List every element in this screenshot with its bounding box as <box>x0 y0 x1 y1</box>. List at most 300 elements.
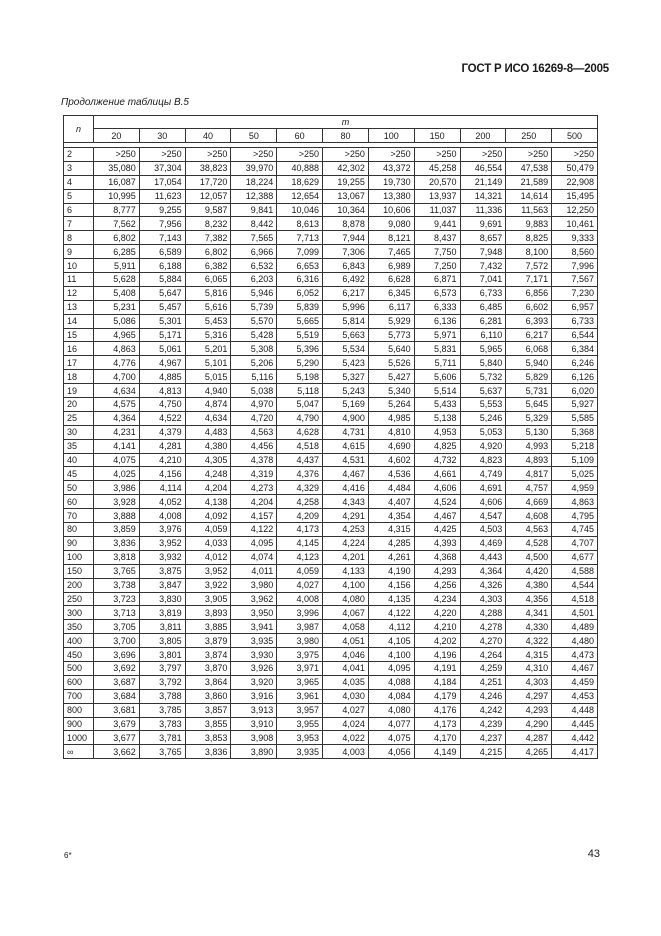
value-cell: 6,544 <box>552 328 598 342</box>
row-n-cell: 700 <box>64 689 94 703</box>
row-n-cell: 40 <box>64 453 94 467</box>
row-n-cell: 150 <box>64 564 94 578</box>
value-cell: 6,802 <box>185 245 231 259</box>
value-cell: 4,993 <box>506 439 552 453</box>
value-cell: 4,084 <box>368 689 414 703</box>
table-row <box>64 189 598 203</box>
value-cell: 8,232 <box>185 217 231 231</box>
value-cell: 7,713 <box>277 231 323 245</box>
value-cell: 4,920 <box>460 439 506 453</box>
value-cell: 18,224 <box>231 175 277 189</box>
value-cell: 7,562 <box>94 217 140 231</box>
row-n-cell: 6 <box>64 203 94 217</box>
value-cell: 7,306 <box>323 245 369 259</box>
value-cell: 7,250 <box>414 259 460 273</box>
value-cell: 21,149 <box>460 175 506 189</box>
value-cell: 6,126 <box>552 370 598 384</box>
value-cell: 6,957 <box>552 300 598 314</box>
value-cell: 4,959 <box>552 481 598 495</box>
row-n-cell: 100 <box>64 550 94 564</box>
value-cell: 3,805 <box>139 634 185 648</box>
m-value-header: 20 <box>94 129 140 143</box>
value-cell: 4,749 <box>460 467 506 481</box>
value-cell: 5,814 <box>323 314 369 328</box>
value-cell: 4,970 <box>231 398 277 412</box>
value-cell: 3,935 <box>231 634 277 648</box>
value-cell: 6,065 <box>185 273 231 287</box>
m-value-header: 60 <box>277 129 323 143</box>
value-cell: 4,145 <box>277 536 323 550</box>
value-cell: 4,112 <box>368 620 414 634</box>
footer-mark: 6* <box>64 851 72 860</box>
m-value-header: 100 <box>368 129 414 143</box>
value-cell: 4,080 <box>368 703 414 717</box>
row-n-cell: 90 <box>64 536 94 550</box>
table-row <box>64 161 598 175</box>
value-cell: 4,501 <box>552 606 598 620</box>
value-cell: 19,255 <box>323 175 369 189</box>
value-cell: 5,534 <box>323 342 369 356</box>
row-n-cell: 15 <box>64 328 94 342</box>
value-cell: 4,354 <box>368 509 414 523</box>
row-n-cell: 600 <box>64 675 94 689</box>
value-cell: 4,437 <box>277 453 323 467</box>
value-cell: 4,046 <box>323 648 369 662</box>
value-cell: 3,965 <box>277 675 323 689</box>
value-cell: 5,218 <box>552 439 598 453</box>
value-cell: 4,059 <box>277 564 323 578</box>
value-cell: 5,645 <box>506 398 552 412</box>
value-cell: 4,285 <box>368 536 414 550</box>
value-cell: 6,382 <box>185 259 231 273</box>
value-cell: 4,273 <box>231 481 277 495</box>
value-cell: 10,364 <box>323 203 369 217</box>
value-cell: 4,453 <box>552 689 598 703</box>
value-cell: 5,640 <box>368 342 414 356</box>
value-cell: 9,691 <box>460 217 506 231</box>
value-cell: 4,669 <box>506 495 552 509</box>
value-cell: 4,201 <box>323 550 369 564</box>
value-cell: 5,231 <box>94 300 140 314</box>
value-cell: 4,380 <box>185 439 231 453</box>
m-value-header: 150 <box>414 129 460 143</box>
value-cell: 4,135 <box>368 592 414 606</box>
value-cell: 3,662 <box>94 745 140 759</box>
value-cell: 7,565 <box>231 231 277 245</box>
value-cell: 5,739 <box>231 300 277 314</box>
value-cell: 3,677 <box>94 731 140 745</box>
value-cell: 3,893 <box>185 606 231 620</box>
value-cell: 4,012 <box>185 550 231 564</box>
value-cell: 5,526 <box>368 356 414 370</box>
value-cell: 4,239 <box>460 717 506 731</box>
value-cell: 5,316 <box>185 328 231 342</box>
value-cell: 4,291 <box>323 509 369 523</box>
value-cell: 4,634 <box>185 411 231 425</box>
value-cell: 13,067 <box>323 189 369 203</box>
value-cell: 3,836 <box>94 536 140 550</box>
value-cell: 5,396 <box>277 342 323 356</box>
value-cell: 16,087 <box>94 175 140 189</box>
value-cell: 5,290 <box>277 356 323 370</box>
value-cell: 4,531 <box>323 453 369 467</box>
value-cell: 3,952 <box>139 536 185 550</box>
value-cell: >250 <box>460 148 506 162</box>
value-cell: 3,920 <box>231 675 277 689</box>
value-cell: 4,149 <box>414 745 460 759</box>
value-cell: 4,341 <box>506 606 552 620</box>
value-cell: 4,544 <box>552 578 598 592</box>
row-n-cell: 4 <box>64 175 94 189</box>
value-cell: 3,679 <box>94 717 140 731</box>
m-value-header: 200 <box>460 129 506 143</box>
value-cell: 4,940 <box>185 384 231 398</box>
value-cell: 5,201 <box>185 342 231 356</box>
table-row <box>64 328 598 342</box>
value-cell: 5,553 <box>460 398 506 412</box>
table-row <box>64 425 598 439</box>
value-cell: 4,122 <box>368 606 414 620</box>
row-n-cell: 17 <box>64 356 94 370</box>
value-cell: 4,030 <box>323 689 369 703</box>
value-cell: 4,900 <box>323 411 369 425</box>
value-cell: 4,563 <box>506 523 552 537</box>
value-cell: 3,857 <box>185 703 231 717</box>
value-cell: 4,290 <box>506 717 552 731</box>
value-cell: 4,315 <box>506 648 552 662</box>
value-cell: 5,368 <box>552 425 598 439</box>
table-row <box>64 259 598 273</box>
value-cell: 4,467 <box>552 661 598 675</box>
value-cell: 6,068 <box>506 342 552 356</box>
value-cell: 3,980 <box>277 634 323 648</box>
m-value-header: 250 <box>506 129 552 143</box>
value-cell: 4,027 <box>277 578 323 592</box>
value-cell: 4,011 <box>231 564 277 578</box>
value-cell: 4,825 <box>414 439 460 453</box>
value-cell: 5,109 <box>552 453 598 467</box>
value-cell: 4,380 <box>506 578 552 592</box>
value-cell: 17,054 <box>139 175 185 189</box>
value-cell: 3,935 <box>277 745 323 759</box>
value-cell: 4,615 <box>323 439 369 453</box>
value-cell: 4,634 <box>94 384 140 398</box>
value-cell: 3,905 <box>185 592 231 606</box>
value-cell: 4,220 <box>414 606 460 620</box>
value-cell: 4,025 <box>94 467 140 481</box>
value-cell: 9,441 <box>414 217 460 231</box>
table-row <box>64 175 598 189</box>
value-cell: 4,287 <box>506 731 552 745</box>
value-cell: 3,713 <box>94 606 140 620</box>
value-cell: 4,364 <box>94 411 140 425</box>
value-cell: 5,457 <box>139 300 185 314</box>
value-cell: 7,171 <box>506 273 552 287</box>
value-cell: 4,407 <box>368 495 414 509</box>
row-n-cell: 35 <box>64 439 94 453</box>
value-cell: 5,840 <box>460 356 506 370</box>
value-cell: 4,156 <box>368 578 414 592</box>
table-row <box>64 523 598 537</box>
value-cell: 6,316 <box>277 273 323 287</box>
value-cell: 5,061 <box>139 342 185 356</box>
value-cell: 5,433 <box>414 398 460 412</box>
value-cell: 4,251 <box>460 675 506 689</box>
value-cell: 4,293 <box>506 703 552 717</box>
value-cell: 4,204 <box>231 495 277 509</box>
value-cell: 4,690 <box>368 439 414 453</box>
value-cell: 4,088 <box>368 675 414 689</box>
row-n-cell: 7 <box>64 217 94 231</box>
value-cell: 5,732 <box>460 370 506 384</box>
value-cell: >250 <box>368 148 414 162</box>
value-cell: 4,420 <box>506 564 552 578</box>
value-cell: 6,110 <box>460 328 506 342</box>
value-cell: 5,663 <box>323 328 369 342</box>
value-cell: 17,720 <box>185 175 231 189</box>
value-cell: 4,503 <box>460 523 506 537</box>
value-cell: 4,105 <box>368 634 414 648</box>
value-cell: 4,817 <box>506 467 552 481</box>
value-cell: 4,745 <box>552 523 598 537</box>
value-cell: 4,330 <box>506 620 552 634</box>
value-cell: 7,944 <box>323 231 369 245</box>
value-cell: 9,080 <box>368 217 414 231</box>
value-cell: 5,946 <box>231 286 277 300</box>
table-row <box>64 536 598 550</box>
value-cell: 4,322 <box>506 634 552 648</box>
table-row <box>64 231 598 245</box>
value-cell: 4,067 <box>323 606 369 620</box>
value-cell: 4,445 <box>552 717 598 731</box>
value-cell: 4,813 <box>139 384 185 398</box>
value-cell: 6,802 <box>94 231 140 245</box>
value-cell: 4,075 <box>368 731 414 745</box>
value-cell: 22,908 <box>552 175 598 189</box>
value-cell: 4,075 <box>94 453 140 467</box>
value-cell: 3,864 <box>185 675 231 689</box>
m-value-header: 80 <box>323 129 369 143</box>
table-row <box>64 342 598 356</box>
value-cell: 5,053 <box>460 425 506 439</box>
value-cell: 5,929 <box>368 314 414 328</box>
value-cell: 10,606 <box>368 203 414 217</box>
value-cell: 5,025 <box>552 467 598 481</box>
value-cell: 7,750 <box>414 245 460 259</box>
value-cell: 6,602 <box>506 300 552 314</box>
value-cell: 3,952 <box>185 564 231 578</box>
value-cell: 4,123 <box>277 550 323 564</box>
value-cell: 4,378 <box>231 453 277 467</box>
value-cell: 4,343 <box>323 495 369 509</box>
value-cell: 4,253 <box>323 523 369 537</box>
value-cell: 4,058 <box>323 620 369 634</box>
value-cell: 9,255 <box>139 203 185 217</box>
table-row <box>64 356 598 370</box>
value-cell: 8,657 <box>460 231 506 245</box>
value-cell: 4,368 <box>414 550 460 564</box>
value-cell: 4,278 <box>460 620 506 634</box>
value-cell: 5,711 <box>414 356 460 370</box>
value-cell: 4,190 <box>368 564 414 578</box>
value-cell: 3,811 <box>139 620 185 634</box>
value-cell: 3,870 <box>185 661 231 675</box>
value-cell: 4,080 <box>323 592 369 606</box>
value-cell: >250 <box>552 148 598 162</box>
value-cell: 4,176 <box>414 703 460 717</box>
value-cell: 46,554 <box>460 161 506 175</box>
value-cell: 4,489 <box>552 620 598 634</box>
value-cell: 4,442 <box>552 731 598 745</box>
value-cell: 4,700 <box>94 370 140 384</box>
value-cell: 4,606 <box>414 481 460 495</box>
value-cell: 6,733 <box>460 286 506 300</box>
value-cell: 3,879 <box>185 634 231 648</box>
value-cell: 10,995 <box>94 189 140 203</box>
value-cell: 3,888 <box>94 509 140 523</box>
table-row <box>64 689 598 703</box>
table-row <box>64 439 598 453</box>
value-cell: 4,114 <box>139 481 185 495</box>
value-cell: 5,606 <box>414 370 460 384</box>
table-row <box>64 481 598 495</box>
value-cell: 4,288 <box>460 606 506 620</box>
value-cell: 5,101 <box>185 356 231 370</box>
table-row <box>64 578 598 592</box>
value-cell: 3,875 <box>139 564 185 578</box>
value-cell: 4,270 <box>460 634 506 648</box>
value-cell: 4,425 <box>414 523 460 537</box>
value-cell: 3,696 <box>94 648 140 662</box>
value-cell: 5,816 <box>185 286 231 300</box>
header-row-m-values <box>64 129 598 143</box>
value-cell: 4,575 <box>94 398 140 412</box>
value-cell: 3,922 <box>185 578 231 592</box>
value-cell: 5,585 <box>552 411 598 425</box>
value-cell: 5,264 <box>368 398 414 412</box>
value-cell: 6,281 <box>460 314 506 328</box>
value-cell: 3,836 <box>185 745 231 759</box>
value-cell: >250 <box>185 148 231 162</box>
value-cell: 4,281 <box>139 439 185 453</box>
value-cell: 4,122 <box>231 523 277 537</box>
value-cell: 3,976 <box>139 523 185 537</box>
value-cell: 4,095 <box>368 661 414 675</box>
value-cell: 3,700 <box>94 634 140 648</box>
value-cell: 4,256 <box>414 578 460 592</box>
value-cell: 4,310 <box>506 661 552 675</box>
value-cell: >250 <box>414 148 460 162</box>
value-cell: 4,215 <box>460 745 506 759</box>
value-cell: 3,801 <box>139 648 185 662</box>
value-cell: 4,303 <box>460 592 506 606</box>
value-cell: 5,519 <box>277 328 323 342</box>
value-cell: 47,538 <box>506 161 552 175</box>
value-cell: 7,948 <box>460 245 506 259</box>
value-cell: 3,847 <box>139 578 185 592</box>
value-cell: 5,965 <box>460 342 506 356</box>
value-cell: 4,179 <box>414 689 460 703</box>
value-cell: 4,246 <box>460 689 506 703</box>
value-cell: >250 <box>139 148 185 162</box>
row-n-cell: 9 <box>64 245 94 259</box>
value-cell: 4,297 <box>506 689 552 703</box>
value-cell: 7,143 <box>139 231 185 245</box>
row-n-cell: 900 <box>64 717 94 731</box>
value-cell: 3,986 <box>94 481 140 495</box>
value-cell: 18,629 <box>277 175 323 189</box>
table-row <box>64 384 598 398</box>
table-row <box>64 411 598 425</box>
value-cell: 4,691 <box>460 481 506 495</box>
value-cell: 4,524 <box>414 495 460 509</box>
table-row <box>64 300 598 314</box>
value-cell: 4,985 <box>368 411 414 425</box>
value-cell: 6,856 <box>506 286 552 300</box>
value-cell: 3,913 <box>231 703 277 717</box>
value-cell: 5,138 <box>414 411 460 425</box>
m-value-header: 50 <box>231 129 277 143</box>
value-cell: 5,116 <box>231 370 277 384</box>
row-n-cell: 450 <box>64 648 94 662</box>
value-cell: 4,484 <box>368 481 414 495</box>
value-cell: 4,823 <box>460 453 506 467</box>
row-n-cell: ∞ <box>64 745 94 759</box>
value-cell: 4,467 <box>414 509 460 523</box>
value-cell: 5,940 <box>506 356 552 370</box>
table-row <box>64 495 598 509</box>
row-n-cell: 8 <box>64 231 94 245</box>
value-cell: 50,479 <box>552 161 598 175</box>
value-cell: 4,536 <box>368 467 414 481</box>
value-cell: 4,293 <box>414 564 460 578</box>
value-cell: 4,522 <box>139 411 185 425</box>
value-cell: 5,423 <box>323 356 369 370</box>
value-cell: 4,008 <box>139 509 185 523</box>
value-cell: 10,046 <box>277 203 323 217</box>
value-cell: 6,384 <box>552 342 598 356</box>
value-cell: 4,965 <box>94 328 140 342</box>
value-cell: 6,871 <box>414 273 460 287</box>
value-cell: 8,825 <box>506 231 552 245</box>
value-cell: 11,563 <box>506 203 552 217</box>
value-cell: 3,987 <box>277 620 323 634</box>
value-cell: 6,217 <box>323 286 369 300</box>
value-cell: 4,757 <box>506 481 552 495</box>
value-cell: 4,224 <box>323 536 369 550</box>
table-row <box>64 634 598 648</box>
value-cell: 3,830 <box>139 592 185 606</box>
value-cell: 7,041 <box>460 273 506 287</box>
value-cell: 5,118 <box>277 384 323 398</box>
value-cell: 3,975 <box>277 648 323 662</box>
value-cell: 11,037 <box>414 203 460 217</box>
value-cell: 4,661 <box>414 467 460 481</box>
value-cell: 4,173 <box>414 717 460 731</box>
value-cell: 8,100 <box>506 245 552 259</box>
value-cell: 4,732 <box>414 453 460 467</box>
value-cell: 45,258 <box>414 161 460 175</box>
value-cell: 3,765 <box>139 745 185 759</box>
value-cell: 4,210 <box>414 620 460 634</box>
table-row <box>64 703 598 717</box>
m-group-header: m <box>94 116 598 129</box>
n-column-header: n <box>64 116 94 143</box>
value-cell: 4,264 <box>460 648 506 662</box>
value-cell: 37,304 <box>139 161 185 175</box>
document-code: ГОСТ Р ИСО 16269-8—2005 <box>461 63 609 75</box>
value-cell: 5,570 <box>231 314 277 328</box>
